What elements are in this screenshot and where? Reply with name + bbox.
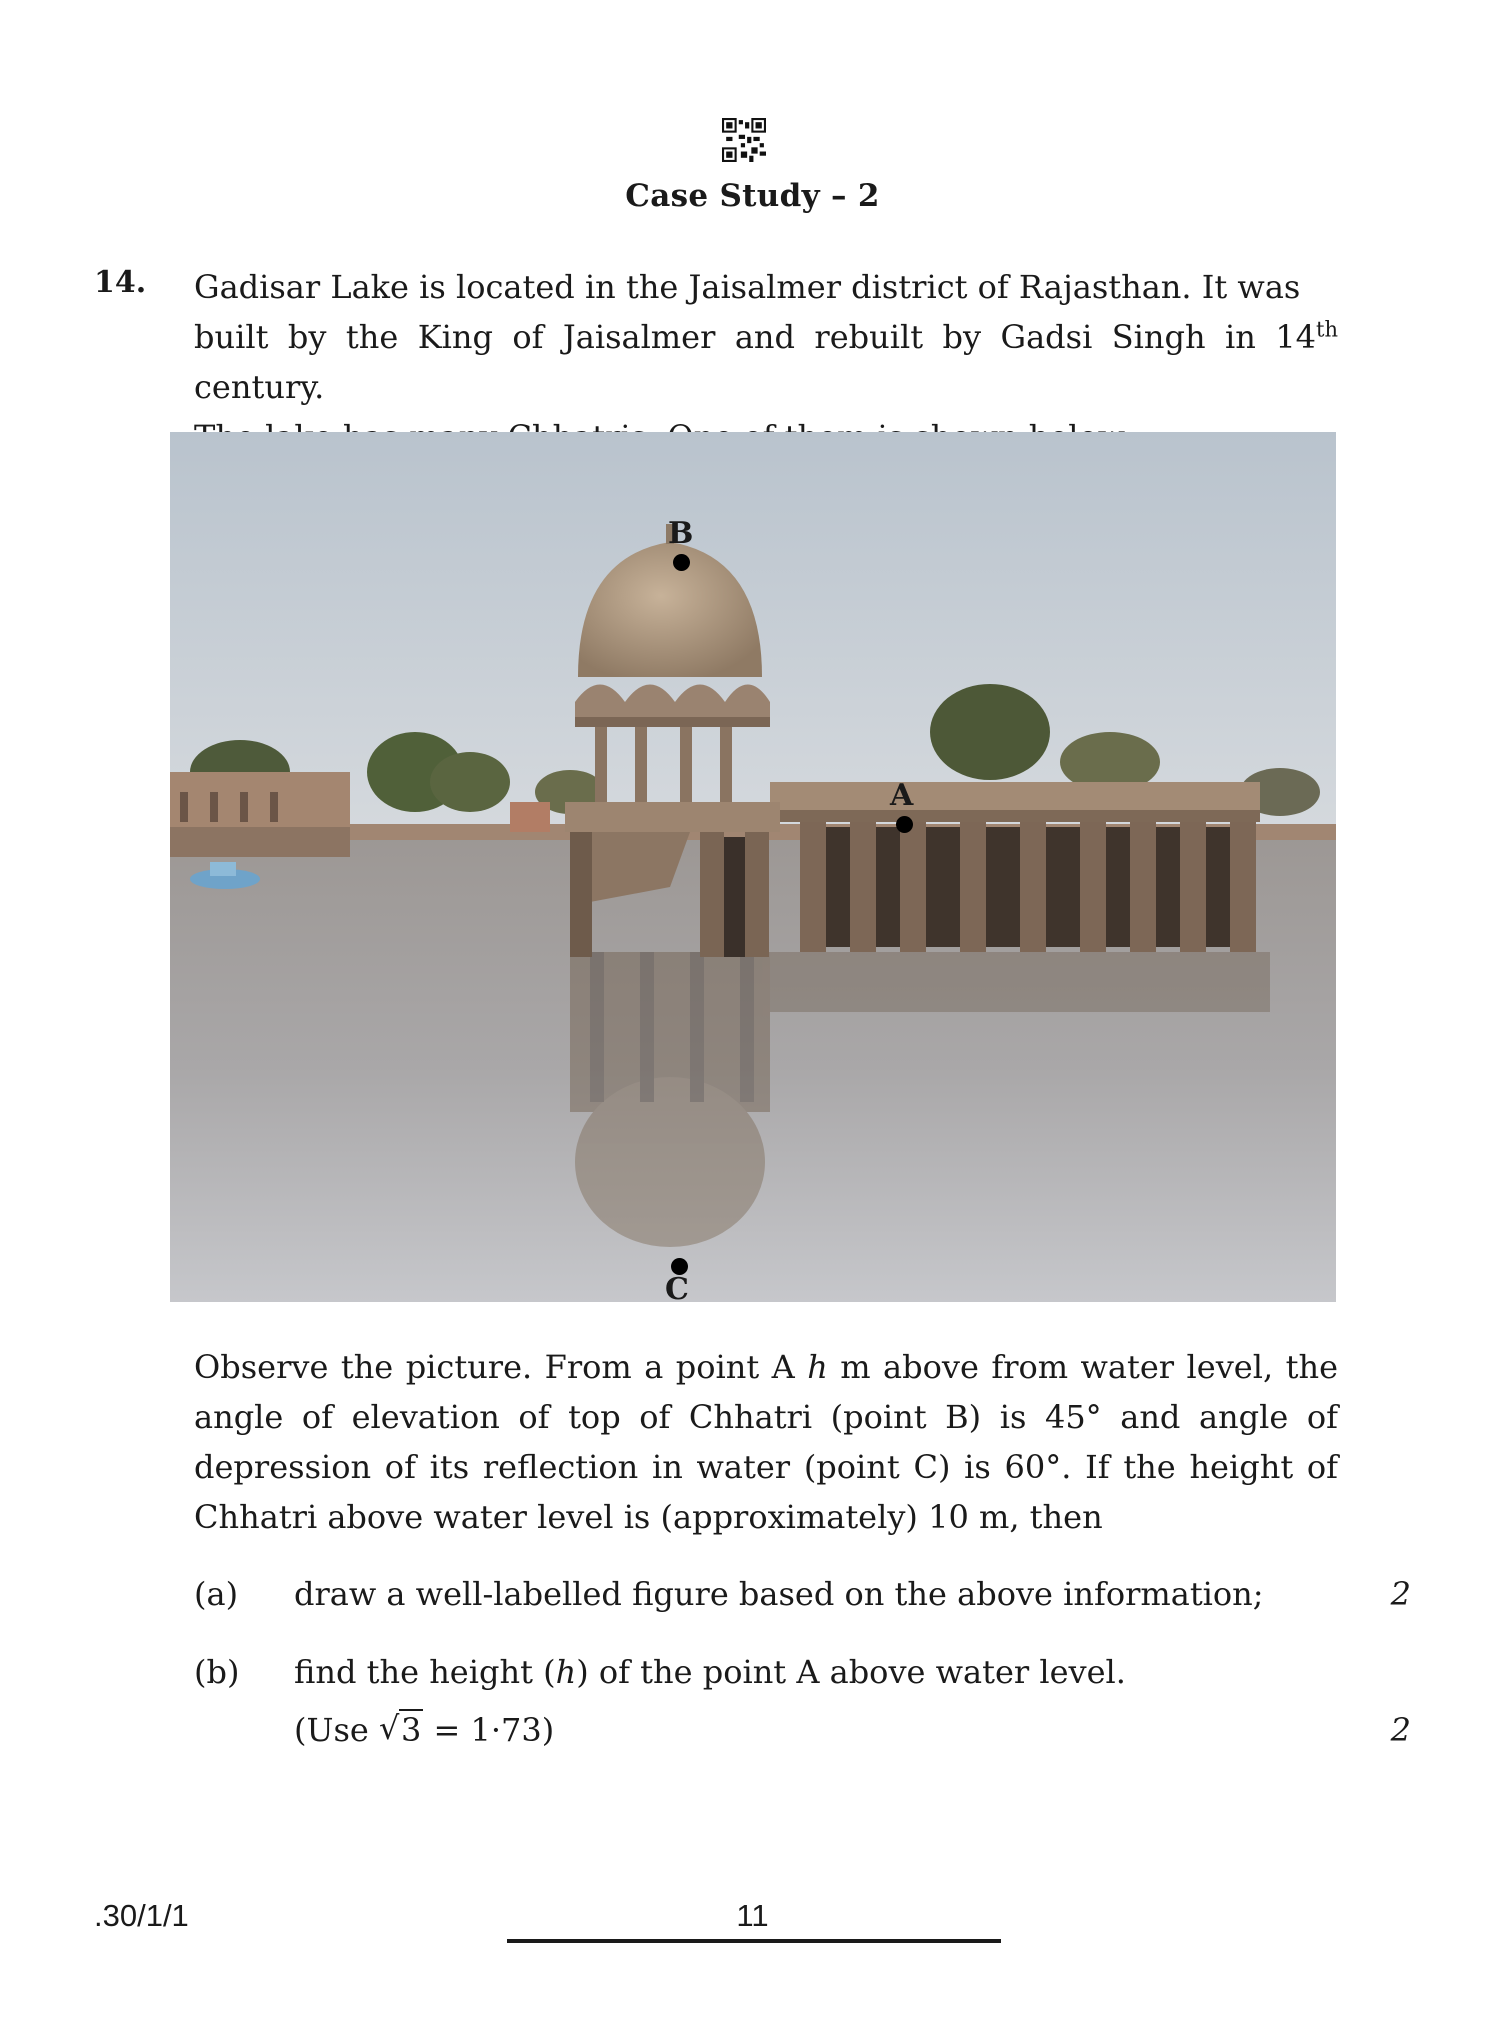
intro-line-2: built by the King of Jaisalmer and rebuilt by Gadsi Singh in 14th century. — [194, 317, 1338, 406]
question-paragraph: Observe the picture. From a point A h m above from water level, the angle of elevation of top of Chhatri (point B) is 45° and angle of depression of its reflection in water (point C) is 60°. If the height of Chhatri above water level is (approximately) 10 m, then — [194, 1348, 1339, 1536]
point-b-label: B — [668, 516, 694, 551]
part-b-text: find the height (h) of the point A above water level. — [294, 1653, 1126, 1691]
part-b-hint: (Use √ 3 = 1·73) — [294, 1709, 555, 1749]
paper-code: .30/1/1 — [94, 1898, 189, 1933]
case-study-title: Case Study – 2 — [625, 178, 880, 214]
point-b-marker — [673, 554, 690, 571]
page-number: 11 — [736, 1898, 769, 1933]
point-c-label: C — [665, 1272, 689, 1307]
point-a-marker — [896, 816, 913, 833]
chhatri-photo — [170, 432, 1336, 1302]
qr-code — [722, 118, 766, 162]
part-a-text: draw a well-labelled figure based on the above information; — [294, 1575, 1264, 1613]
question-number: 14. — [94, 265, 147, 300]
part-b-marks: 2 — [1390, 1711, 1411, 1749]
page-number-underline — [507, 1939, 1001, 1943]
intro-line-1: Gadisar Lake is located in the Jaisalmer district of Rajasthan. It was — [194, 268, 1301, 306]
square-root: √ 3 — [378, 1709, 422, 1749]
superscript-th: th — [1316, 317, 1338, 342]
part-a-marks: 2 — [1390, 1575, 1411, 1613]
variable-h: h — [807, 1348, 828, 1386]
part-b-label: (b) — [194, 1653, 240, 1691]
part-a-label: (a) — [194, 1575, 239, 1613]
point-a-label: A — [890, 778, 914, 813]
